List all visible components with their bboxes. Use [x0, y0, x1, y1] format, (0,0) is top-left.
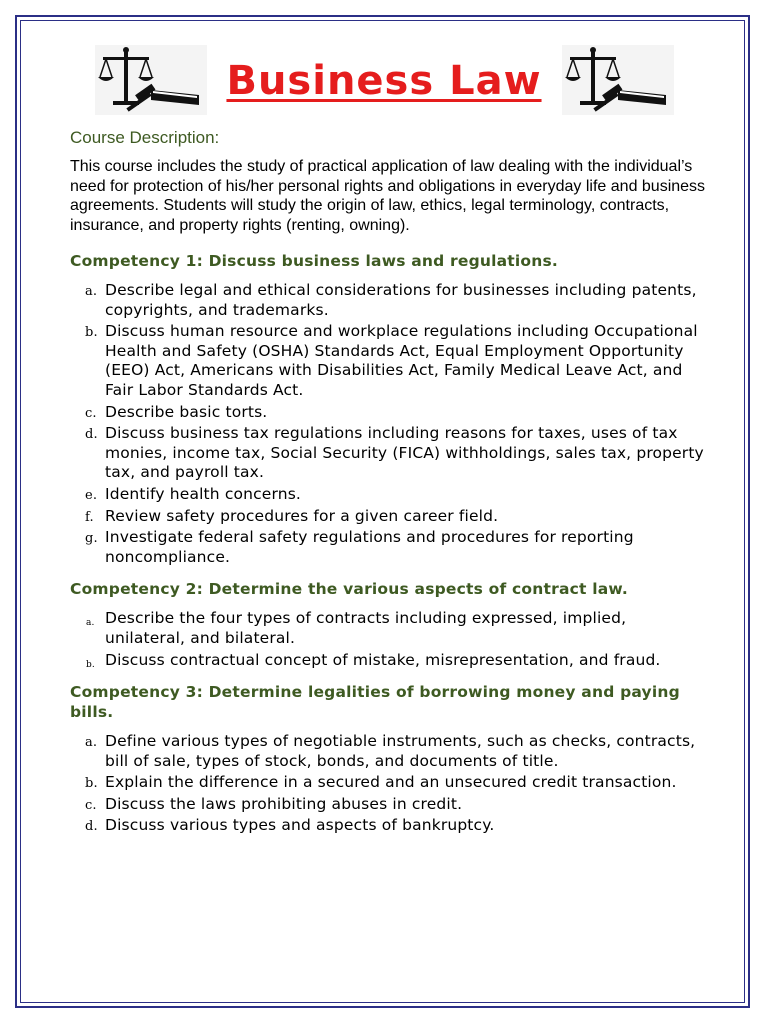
document-body	[70, 127, 710, 848]
competency-heading: Competency 2: Determine the various aspects of contract law.	[70, 580, 629, 599]
scales-gavel-book-icon	[95, 45, 207, 115]
list-item	[70, 609, 710, 648]
list-item	[70, 732, 710, 771]
list-item-text: Discuss the laws prohibiting abuses in credit.	[105, 794, 463, 813]
competency-list	[70, 732, 710, 836]
competency-list	[70, 281, 710, 567]
competency-heading: Competency 1: Discuss business laws and regulations.	[70, 252, 559, 270]
course-description-text: This course includes the study of practical application of law dealing with the individual’s need for protection of his/her personal rights and obligations in everyday life and business agreements. Students will study the origin of law, ethics, legal terminology, contracts, insurance, and property rights (renting, owning).	[70, 158, 706, 234]
list-item	[70, 507, 710, 527]
list-item-text: Discuss contractual concept of mistake, misrepresentation, and fraud.	[105, 650, 661, 669]
list-marker: a.	[85, 284, 98, 299]
list-item-text: Discuss business tax regulations including reasons for taxes, uses of tax monies, income tax, Social Security (FICA) withholdings, sales tax, property tax, and payroll tax.	[105, 424, 704, 482]
list-item-text: Investigate federal safety regulations and procedures for reporting noncompliance.	[105, 528, 634, 566]
list-item	[70, 795, 710, 815]
list-marker: e.	[85, 487, 98, 503]
list-item	[70, 485, 710, 505]
scales-gavel-book-icon	[562, 45, 674, 115]
list-item-text: Review safety procedures for a given career field.	[105, 506, 499, 525]
list-item-text: Describe the four types of contracts including expressed, implied, unilateral, and bilateral.	[105, 609, 627, 647]
list-item	[70, 651, 710, 671]
list-marker: f.	[85, 509, 94, 525]
list-marker: c.	[85, 405, 97, 421]
list-item	[70, 816, 710, 836]
list-item	[70, 773, 710, 793]
list-item	[70, 424, 710, 483]
page-title: Business Law	[226, 58, 542, 104]
list-item-text: Explain the difference in a secured and an unsecured credit transaction.	[105, 773, 677, 792]
competency-list	[70, 609, 710, 670]
list-item	[70, 403, 710, 423]
list-item	[70, 281, 710, 320]
list-marker: d.	[85, 819, 98, 835]
list-marker: d.	[85, 427, 98, 443]
list-item-text: Define various types of negotiable instruments, such as checks, contracts, bill of sale, types of stock, bonds, and documents of title.	[105, 732, 696, 770]
list-marker: b.	[85, 325, 98, 341]
list-marker: g.	[85, 531, 98, 547]
list-item	[70, 528, 710, 567]
header	[0, 40, 768, 120]
list-marker: c.	[85, 797, 97, 813]
list-item-text: Describe legal and ethical considerations for businesses including patents, copyrights, and trademarks.	[105, 281, 697, 319]
list-item-text: Discuss human resource and workplace regulations including Occupational Health and Safety (OSHA) Standards Act, Equal Employment Opportunity (EEO) Act, Americans with Disabilities Act, Family Medical Leave Act, and Fair Labor Standards Act.	[105, 322, 698, 399]
competency-section	[70, 682, 710, 836]
list-marker: b.	[85, 776, 98, 792]
course-description-heading: Course Description:	[70, 128, 220, 147]
list-item-text: Describe basic torts.	[105, 402, 268, 421]
list-marker: a.	[86, 618, 95, 629]
competency-section	[70, 251, 710, 567]
list-item-text: Identify health concerns.	[105, 484, 301, 503]
list-marker: a.	[85, 735, 98, 751]
competency-heading: Competency 3: Determine legalities of borrowing money and paying bills.	[70, 683, 680, 722]
list-item-text: Discuss various types and aspects of bankruptcy.	[105, 816, 495, 835]
list-marker: b.	[86, 659, 95, 670]
list-item	[70, 322, 710, 400]
competency-section	[70, 579, 710, 670]
